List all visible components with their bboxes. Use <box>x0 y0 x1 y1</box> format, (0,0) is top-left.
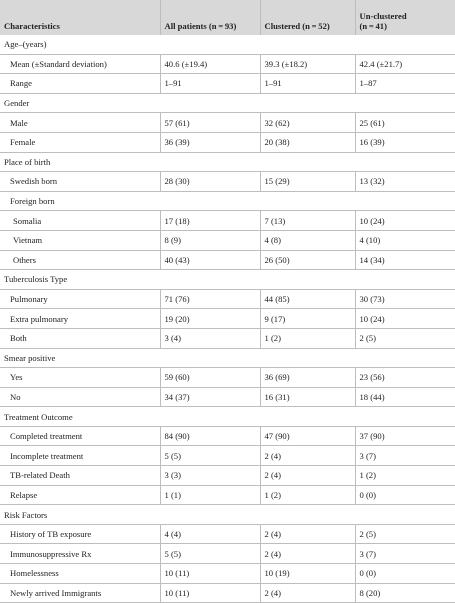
table-row <box>0 328 455 348</box>
table-row <box>0 54 455 74</box>
section-label: Tuberculosis Type <box>4 274 68 285</box>
subsection-label: Foreign born <box>10 196 55 207</box>
row-label: Male <box>10 117 28 128</box>
cell-all-patients: 36 (39) <box>160 132 260 152</box>
header-all-patients: All patients (n = 93) <box>160 0 260 35</box>
row-label: Incomplete treatment <box>10 450 84 461</box>
table-row <box>0 524 455 544</box>
cell-clustered: 36 (69) <box>260 368 355 388</box>
subsection-row <box>0 191 455 211</box>
cell-clustered: 2 (4) <box>260 544 355 564</box>
cell-all-patients: 4 (4) <box>160 524 260 544</box>
row-label: Homelessness <box>10 568 59 579</box>
cell-unclustered: 1 (2) <box>355 466 455 486</box>
table-row <box>0 583 455 603</box>
section-row <box>0 152 455 172</box>
table-row <box>0 172 455 192</box>
cell-unclustered: 14 (34) <box>355 250 455 270</box>
table-row <box>0 387 455 407</box>
section-row <box>0 270 455 290</box>
section-label: Treatment Outcome <box>4 411 73 422</box>
row-label: Somalia <box>13 215 42 226</box>
cell-unclustered: 0 (0) <box>355 485 455 505</box>
header-clustered: Clustered (n = 52) <box>260 0 355 35</box>
row-label: Immunosuppressive Rx <box>10 548 92 559</box>
row-label: Both <box>10 333 27 344</box>
section-row <box>0 348 455 368</box>
cell-clustered: 26 (50) <box>260 250 355 270</box>
cell-all-patients: 28 (30) <box>160 172 260 192</box>
cell-unclustered: 0 (0) <box>355 564 455 584</box>
cell-clustered: 15 (29) <box>260 172 355 192</box>
cell-unclustered: 42.4 (±21.7) <box>355 54 455 74</box>
row-label: TB-related Death <box>10 470 70 481</box>
cell-clustered: 2 (4) <box>260 583 355 603</box>
row-label: Extra pulmonary <box>10 313 68 324</box>
row-label: No <box>10 391 21 402</box>
header-unclustered-line1: Un-clustered <box>359 11 407 21</box>
table-row <box>0 485 455 505</box>
section-row <box>0 35 455 54</box>
header-unclustered-line2: (n = 41) <box>359 21 387 31</box>
row-label: History of TB exposure <box>10 529 92 540</box>
cell-unclustered: 3 (7) <box>355 544 455 564</box>
table-row <box>0 466 455 486</box>
table-row <box>0 544 455 564</box>
cell-unclustered: 2 (5) <box>355 328 455 348</box>
section-label: Smear positive <box>4 352 56 363</box>
cell-unclustered: 13 (32) <box>355 172 455 192</box>
row-label: Yes <box>10 372 23 383</box>
cell-clustered: 44 (85) <box>260 289 355 309</box>
cell-unclustered: 10 (24) <box>355 309 455 329</box>
cell-clustered: 4 (8) <box>260 230 355 250</box>
section-label: Age–(years) <box>4 39 47 50</box>
table-body <box>0 35 455 603</box>
cell-clustered: 7 (13) <box>260 211 355 231</box>
cell-all-patients: 17 (18) <box>160 211 260 231</box>
cell-clustered: 9 (17) <box>260 309 355 329</box>
table-row <box>0 113 455 133</box>
cell-unclustered: 37 (90) <box>355 426 455 446</box>
cell-clustered: 1 (2) <box>260 485 355 505</box>
cell-clustered: 20 (38) <box>260 132 355 152</box>
cell-all-patients: 8 (9) <box>160 230 260 250</box>
table-row <box>0 289 455 309</box>
cell-unclustered: 10 (24) <box>355 211 455 231</box>
section-row <box>0 93 455 113</box>
row-label: Range <box>10 78 32 89</box>
row-label: Others <box>13 254 36 265</box>
cell-unclustered: 3 (7) <box>355 446 455 466</box>
cell-all-patients: 19 (20) <box>160 309 260 329</box>
cell-unclustered: 16 (39) <box>355 132 455 152</box>
cell-unclustered: 25 (61) <box>355 113 455 133</box>
cell-unclustered: 1–87 <box>355 74 455 94</box>
cell-all-patients: 10 (11) <box>160 583 260 603</box>
cell-all-patients: 34 (37) <box>160 387 260 407</box>
cell-all-patients: 57 (61) <box>160 113 260 133</box>
table-row <box>0 211 455 231</box>
cell-clustered: 16 (31) <box>260 387 355 407</box>
cell-unclustered: 4 (10) <box>355 230 455 250</box>
cell-all-patients: 40 (43) <box>160 250 260 270</box>
section-row <box>0 407 455 427</box>
cell-all-patients: 5 (5) <box>160 446 260 466</box>
row-label: Mean (±Standard deviation) <box>10 58 107 69</box>
cell-clustered: 47 (90) <box>260 426 355 446</box>
cell-unclustered: 18 (44) <box>355 387 455 407</box>
table-row <box>0 250 455 270</box>
cell-unclustered: 30 (73) <box>355 289 455 309</box>
cell-all-patients: 1–91 <box>160 74 260 94</box>
section-row <box>0 505 455 525</box>
cell-unclustered: 23 (56) <box>355 368 455 388</box>
table-row <box>0 564 455 584</box>
table-row <box>0 132 455 152</box>
cell-clustered: 1 (2) <box>260 328 355 348</box>
cell-all-patients: 71 (76) <box>160 289 260 309</box>
cell-clustered: 39.3 (±18.2) <box>260 54 355 74</box>
row-label: Completed treatment <box>10 431 83 442</box>
header-characteristics: Characteristics <box>4 21 60 31</box>
section-label: Gender <box>4 98 30 109</box>
cell-unclustered: 8 (20) <box>355 583 455 603</box>
row-label: Newly arrived Immigrants <box>10 587 102 598</box>
section-label: Place of birth <box>4 156 51 167</box>
table-row <box>0 368 455 388</box>
cell-all-patients: 10 (11) <box>160 564 260 584</box>
cell-clustered: 2 (4) <box>260 446 355 466</box>
row-label: Pulmonary <box>10 294 48 305</box>
cell-all-patients: 5 (5) <box>160 544 260 564</box>
cell-all-patients: 59 (60) <box>160 368 260 388</box>
cell-clustered: 1–91 <box>260 74 355 94</box>
cell-all-patients: 1 (1) <box>160 485 260 505</box>
cell-unclustered: 2 (5) <box>355 524 455 544</box>
section-label: Risk Factors <box>4 509 48 520</box>
cell-clustered: 32 (62) <box>260 113 355 133</box>
row-label: Swedish born <box>10 176 58 187</box>
row-label: Relapse <box>10 489 38 500</box>
cell-clustered: 2 (4) <box>260 524 355 544</box>
cell-all-patients: 3 (3) <box>160 466 260 486</box>
table-row <box>0 309 455 329</box>
cell-all-patients: 3 (4) <box>160 328 260 348</box>
table-row <box>0 74 455 94</box>
cell-all-patients: 40.6 (±19.4) <box>160 54 260 74</box>
table-header-row <box>0 0 455 35</box>
cell-clustered: 10 (19) <box>260 564 355 584</box>
header-unclustered <box>355 0 455 35</box>
cell-clustered: 2 (4) <box>260 466 355 486</box>
table-row <box>0 230 455 250</box>
table-row <box>0 426 455 446</box>
row-label: Female <box>10 137 36 148</box>
cell-all-patients: 84 (90) <box>160 426 260 446</box>
table-row <box>0 446 455 466</box>
row-label: Vietnam <box>13 235 43 246</box>
